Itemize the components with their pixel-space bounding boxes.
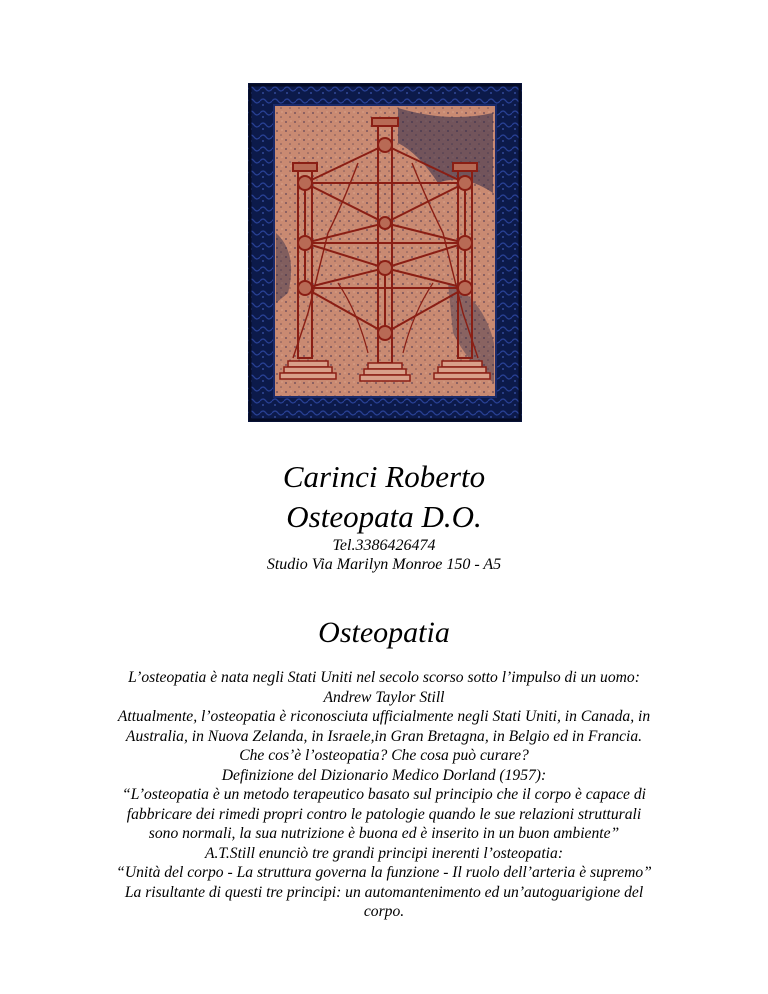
body-line: corpo. xyxy=(363,903,405,920)
body-line: sono normali, la sua nutrizione è buona ed è inserito in un buon ambiente” xyxy=(148,825,620,842)
body-line: Attualmente, l’osteopatia è riconosciuta ufficialmente negli Stati Uniti, in Canada, in xyxy=(117,708,651,725)
body-line: La risultante di questi tre principi: un automantenimento ed un’autoguarigione del xyxy=(124,883,644,901)
studio-address: Studio Via Marilyn Monroe 150 - A5 xyxy=(266,556,502,573)
tree-of-life-painting xyxy=(248,83,522,422)
body-paragraph xyxy=(60,668,708,922)
body-line: L’osteopatia è nata negli Stati Uniti nel secolo scorso sotto l’impulso di un uomo: xyxy=(128,669,640,686)
section-title: Osteopatia xyxy=(318,616,450,649)
phone-number: Tel.3386426474 xyxy=(332,537,436,554)
body-line: “L’osteopatia è un metodo terapeutico basato sul principio che il corpo è capace di xyxy=(122,786,646,803)
body-line: Andrew Taylor Still xyxy=(323,688,445,706)
body-line: “Unità del corpo - La struttura governa la funzione - Il ruolo dell’arteria è supremo” xyxy=(116,864,652,881)
body-line: A.T.Still enunciò tre grandi principi inerenti l’osteopatia: xyxy=(204,844,564,862)
practitioner-name: Carinci Roberto xyxy=(282,459,486,494)
practitioner-title: Osteopata D.O. xyxy=(286,499,482,534)
body-line: Che cos’è l’osteopatia? Che cosa può curare? xyxy=(239,747,529,764)
body-line: fabbricare dei rimedi propri contro le patologie quando le sue relazioni strutturali xyxy=(126,805,642,823)
body-line: Australia, in Nuova Zelanda, in Israele,in Gran Bretagna, in Belgio ed in Francia. xyxy=(125,727,643,745)
body-line: Definizione del Dizionario Medico Dorland (1957): xyxy=(221,766,547,784)
